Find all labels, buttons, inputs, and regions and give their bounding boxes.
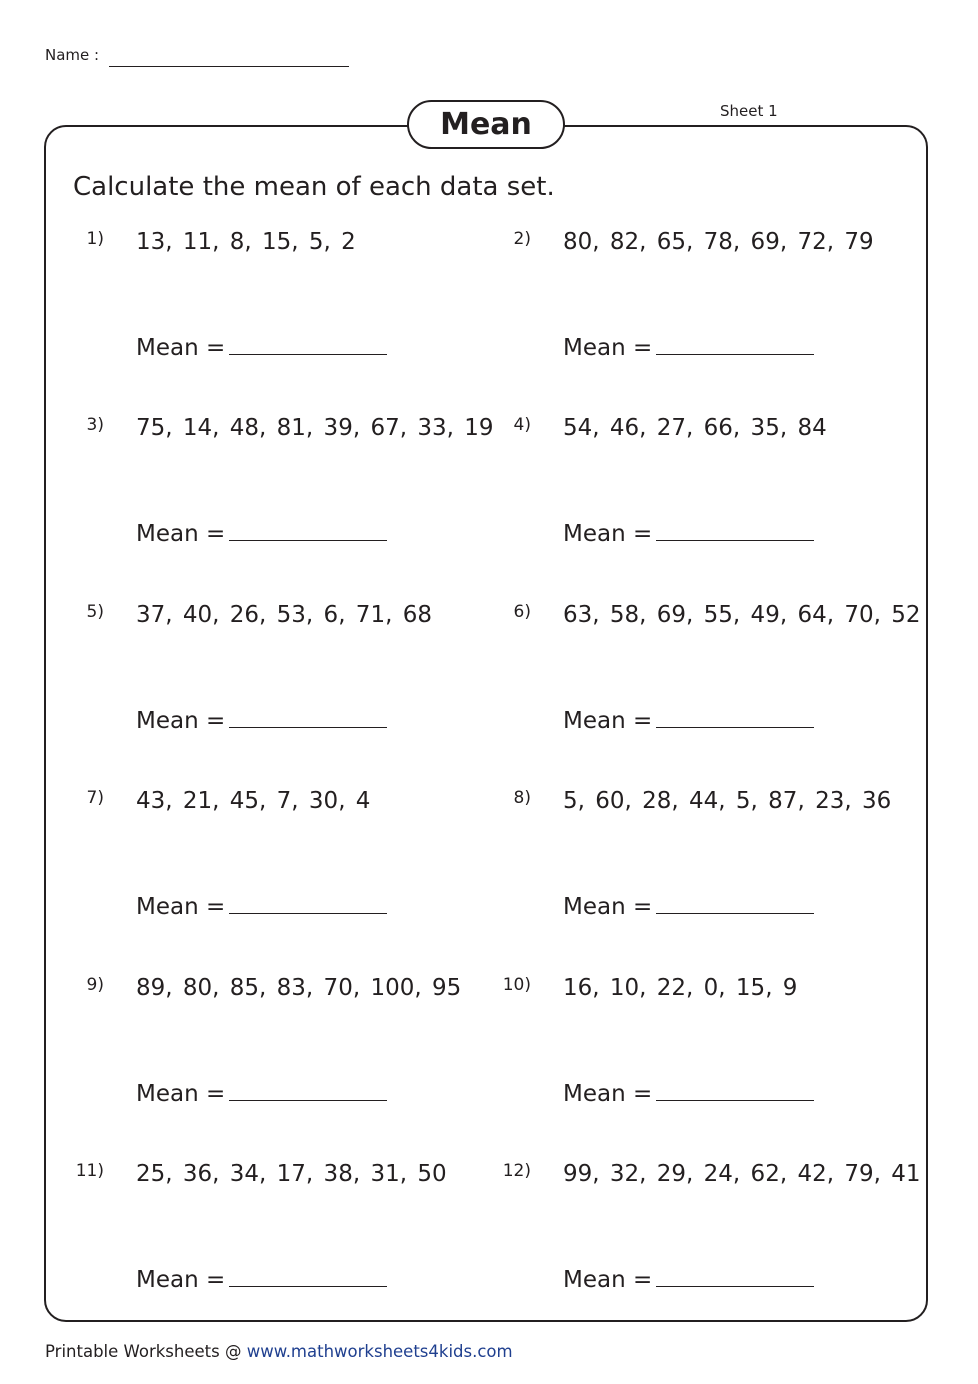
problem-data-set: 37, 40, 26, 53, 6, 71, 68 [136, 602, 432, 628]
mean-label: Mean = [136, 708, 226, 734]
problem-data-set: 13, 11, 8, 15, 5, 2 [136, 229, 356, 255]
mean-answer-line[interactable] [229, 336, 387, 355]
problem-number: 8) [513, 788, 531, 808]
mean-label: Mean = [563, 335, 653, 361]
mean-answer-line[interactable] [656, 709, 814, 728]
mean-label: Mean = [563, 521, 653, 547]
mean-answer-line[interactable] [656, 522, 814, 541]
mean-answer [563, 708, 814, 734]
problem-data-set: 63, 58, 69, 55, 49, 64, 70, 52 [563, 602, 921, 628]
mean-answer-line[interactable] [229, 1268, 387, 1287]
problem-10 [502, 975, 931, 1155]
mean-label: Mean = [563, 894, 653, 920]
problem-data-set: 16, 10, 22, 0, 15, 9 [563, 975, 798, 1001]
problem-6 [511, 602, 931, 782]
mean-answer [136, 708, 387, 734]
problem-8 [511, 788, 931, 968]
mean-answer-line[interactable] [229, 895, 387, 914]
problem-data-set: 54, 46, 27, 66, 35, 84 [563, 415, 827, 441]
footer [45, 1342, 513, 1361]
problem-data-set: 99, 32, 29, 24, 62, 42, 79, 41 [563, 1161, 921, 1187]
problem-number: 9) [86, 975, 104, 995]
problem-data-set: 43, 21, 45, 7, 30, 4 [136, 788, 371, 814]
mean-answer-line[interactable] [229, 522, 387, 541]
name-answer-line[interactable] [109, 66, 349, 67]
problem-12 [502, 1161, 931, 1341]
problem-data-set: 25, 36, 34, 17, 38, 31, 50 [136, 1161, 447, 1187]
problem-data-set: 89, 80, 85, 83, 70, 100, 95 [136, 975, 462, 1001]
mean-answer-line[interactable] [229, 1082, 387, 1101]
problem-number: 7) [86, 788, 104, 808]
sheet-label: Sheet 1 [720, 102, 778, 120]
mean-answer [136, 1267, 387, 1293]
problem-number: 11) [75, 1161, 104, 1181]
mean-answer [563, 1267, 814, 1293]
mean-answer [136, 521, 387, 547]
problem-number: 1) [86, 229, 104, 249]
mean-answer [136, 335, 387, 361]
mean-label: Mean = [136, 894, 226, 920]
mean-label: Mean = [563, 708, 653, 734]
mean-label: Mean = [563, 1081, 653, 1107]
mean-answer-line[interactable] [656, 1268, 814, 1287]
problem-number: 6) [513, 602, 531, 622]
problem-number: 3) [86, 415, 104, 435]
problem-number: 10) [502, 975, 531, 995]
mean-label: Mean = [136, 1081, 226, 1107]
problem-5 [84, 602, 504, 782]
mean-answer-line[interactable] [656, 895, 814, 914]
mean-answer-line[interactable] [656, 336, 814, 355]
mean-answer [136, 1081, 387, 1107]
mean-answer-line[interactable] [656, 1082, 814, 1101]
problem-2 [511, 229, 931, 409]
mean-answer [563, 894, 814, 920]
footer-url-link[interactable]: www.mathworksheets4kids.com [246, 1342, 513, 1361]
problem-data-set: 80, 82, 65, 78, 69, 72, 79 [563, 229, 874, 255]
problem-number: 12) [502, 1161, 531, 1181]
problem-number: 2) [513, 229, 531, 249]
worksheet-title: Mean [407, 100, 565, 149]
name-label: Name : [45, 46, 100, 64]
problem-11 [75, 1161, 504, 1341]
mean-answer [563, 335, 814, 361]
footer-prefix: Printable Worksheets @ [45, 1342, 247, 1361]
mean-answer-line[interactable] [229, 709, 387, 728]
problem-9 [84, 975, 504, 1155]
mean-answer [136, 894, 387, 920]
problem-1 [84, 229, 504, 409]
problem-number: 4) [513, 415, 531, 435]
problem-3 [84, 415, 504, 595]
problem-7 [84, 788, 504, 968]
instructions: Calculate the mean of each data set. [73, 172, 555, 202]
problem-data-set: 75, 14, 48, 81, 39, 67, 33, 19 [136, 415, 494, 441]
mean-answer [563, 1081, 814, 1107]
mean-label: Mean = [136, 1267, 226, 1293]
problem-data-set: 5, 60, 28, 44, 5, 87, 23, 36 [563, 788, 892, 814]
mean-label: Mean = [563, 1267, 653, 1293]
mean-answer [563, 521, 814, 547]
problem-number: 5) [86, 602, 104, 622]
problem-4 [511, 415, 931, 595]
mean-label: Mean = [136, 335, 226, 361]
mean-label: Mean = [136, 521, 226, 547]
